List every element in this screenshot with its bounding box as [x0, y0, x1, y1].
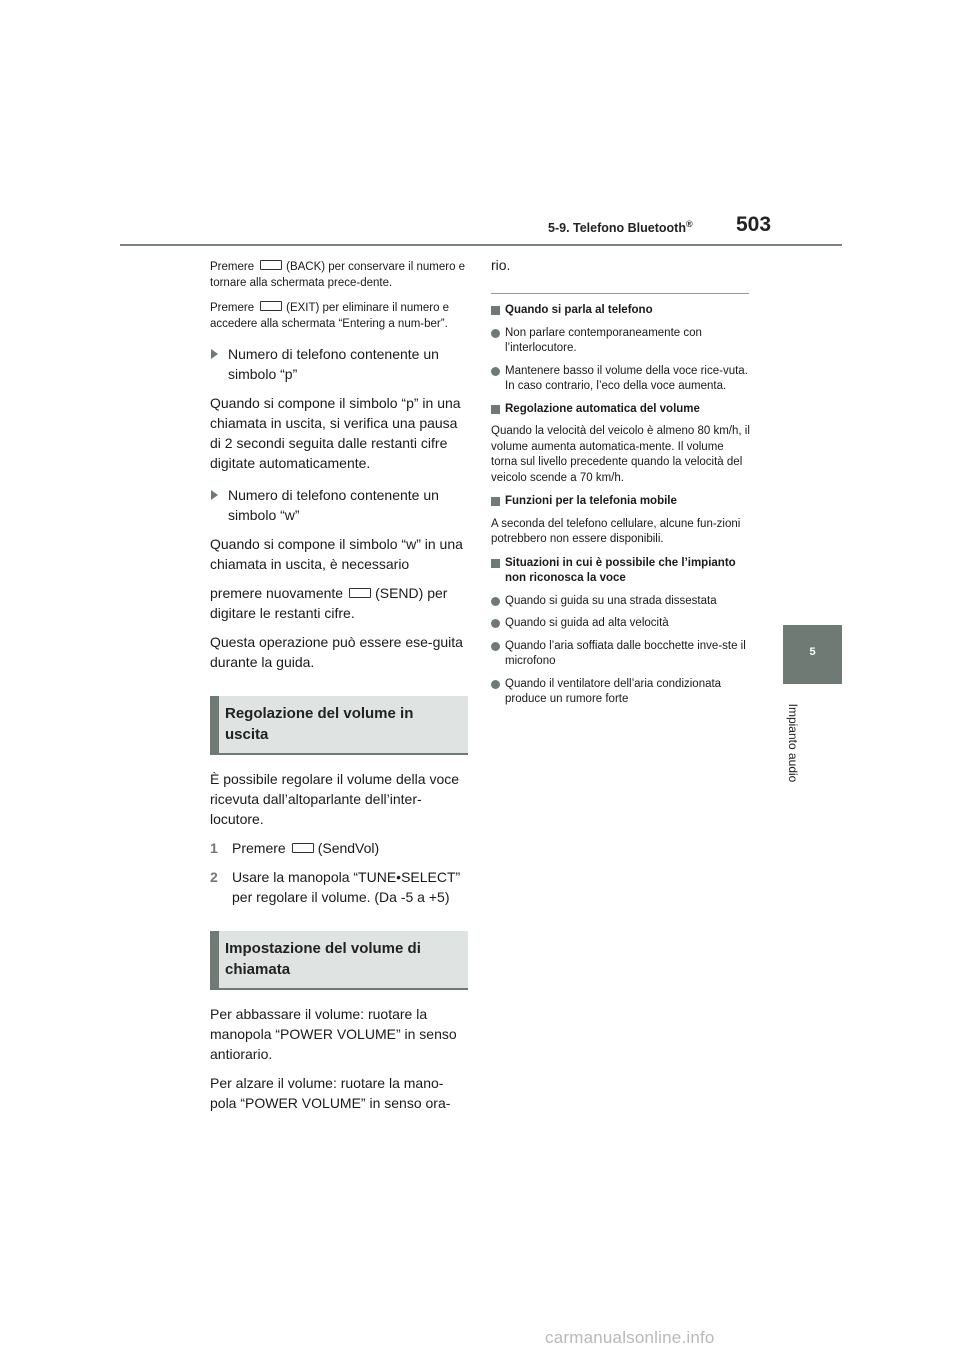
list-item: Non parlare contemporaneamente con l’interlocutore.: [491, 326, 753, 357]
w-symbol-body-1: Quando si compone il simbolo “w” in una chiamata in uscita, è necessario: [210, 536, 463, 572]
page-number: 503: [736, 213, 772, 236]
list-item: Quando il ventilatore dell’aria condizionata produce un rumore forte: [491, 677, 753, 708]
section-title: 5-9. Telefono Bluetooth®: [548, 219, 693, 236]
section-heading-output-volume: [210, 696, 468, 755]
list-item: Quando si guida ad alta velocità: [491, 616, 753, 632]
w-symbol-body-3: Questa operazione può essere ese-guita durante la guida.: [210, 634, 463, 670]
note-heading-speaking: Quando si parla al telefono: [491, 303, 753, 319]
step-1: 1 Premere (SendVol): [210, 840, 380, 856]
back-instruction: Premere (BACK) per conservare il numero e tornare alla schermata prece-dente.: [210, 261, 466, 289]
back-button-icon: [260, 260, 282, 270]
list-item: Quando l’aria soffiata dalle bocchette inve-ste il microfono: [491, 639, 753, 670]
output-volume-body: È possibile regolare il volume della voce ricevuta dall’altoparlante dell’inter-locutore.: [210, 771, 460, 827]
right-column: [491, 255, 753, 715]
exit-button-icon: [260, 301, 282, 311]
note-heading-voice-recognition: Situazioni in cui è possibile che l’impianto non riconosca la voce: [491, 556, 753, 587]
square-bullet-icon: [491, 497, 500, 506]
step-number: 2: [210, 869, 218, 885]
circle-bullet-icon: [491, 642, 500, 651]
note-heading-auto-volume: Regolazione automatica del volume: [491, 402, 753, 418]
call-volume-decrease: Per abbassare il volume: ruotare la manopola “POWER VOLUME” in senso antiorario.: [210, 1006, 457, 1062]
chapter-number: 5: [809, 646, 816, 658]
square-bullet-icon: [491, 405, 500, 414]
mobile-functions-body: A seconda del telefono cellulare, alcune fun-zioni potrebbero non essere disponibili.: [491, 517, 741, 545]
note-heading-mobile-functions: Funzioni per la telefonia mobile: [491, 494, 753, 510]
circle-bullet-icon: [491, 619, 500, 628]
chapter-title: Impianto audio: [786, 703, 800, 783]
w-symbol-body-2: premere nuovamente (SEND) per digitare le restanti cifre.: [210, 585, 448, 621]
exit-instruction: Premere (EXIT) per eliminare il numero e accedere alla schermata “Entering a num-ber”.: [210, 302, 450, 330]
continuation-text: rio.: [491, 257, 511, 273]
step-2: 2 Usare la manopola “TUNE•SELECT” per regolare il volume. (Da -5 a +5): [210, 869, 461, 905]
square-bullet-icon: [491, 559, 500, 568]
call-volume-increase: Per alzare il volume: ruotare la mano-pola “POWER VOLUME” in senso ora-: [210, 1075, 451, 1111]
chapter-tab: [783, 625, 842, 684]
section-title: Impostazione del volume di chiamata: [225, 940, 421, 978]
triangle-bullet-icon: [211, 490, 218, 500]
circle-bullet-icon: [491, 329, 500, 338]
triangle-bullet-icon: [211, 349, 218, 359]
chapter-side-label: [782, 692, 810, 802]
section-heading-call-volume: [210, 931, 468, 990]
circle-bullet-icon: [491, 597, 500, 606]
header-divider: [120, 244, 842, 246]
send-button-icon: [349, 588, 371, 598]
left-column: [210, 260, 468, 1122]
p-symbol-body: Quando si compone il simbolo “p” in una chiamata in uscita, si verifica una pausa di 2 secondi seguita dalle restanti cifre digitate automaticamente.: [210, 395, 461, 471]
step-number: 1: [210, 840, 218, 856]
square-bullet-icon: [491, 306, 500, 315]
watermark: carmanualsonline.info: [545, 1328, 715, 1347]
sendvol-button-icon: [292, 843, 314, 853]
circle-bullet-icon: [491, 367, 500, 376]
circle-bullet-icon: [491, 680, 500, 689]
list-item: Mantenere basso il volume della voce rice-vuta. In caso contrario, l’eco della voce aumenta.: [491, 364, 753, 395]
list-item: Quando si guida su una strada dissestata: [491, 594, 753, 610]
auto-volume-body: Quando la velocità del veicolo è almeno 80 km/h, il volume aumenta automatica-mente. Il volume torna sul livello precedente quando la velocità del veicolo scende a 70 km/h.: [491, 425, 750, 484]
section-title: Regolazione del volume in uscita: [225, 705, 414, 743]
p-symbol-heading: Numero di telefono contenente un simbolo “p”: [210, 344, 468, 384]
w-symbol-heading: Numero di telefono contenente un simbolo “w”: [210, 485, 468, 525]
notes-divider: [491, 293, 749, 294]
